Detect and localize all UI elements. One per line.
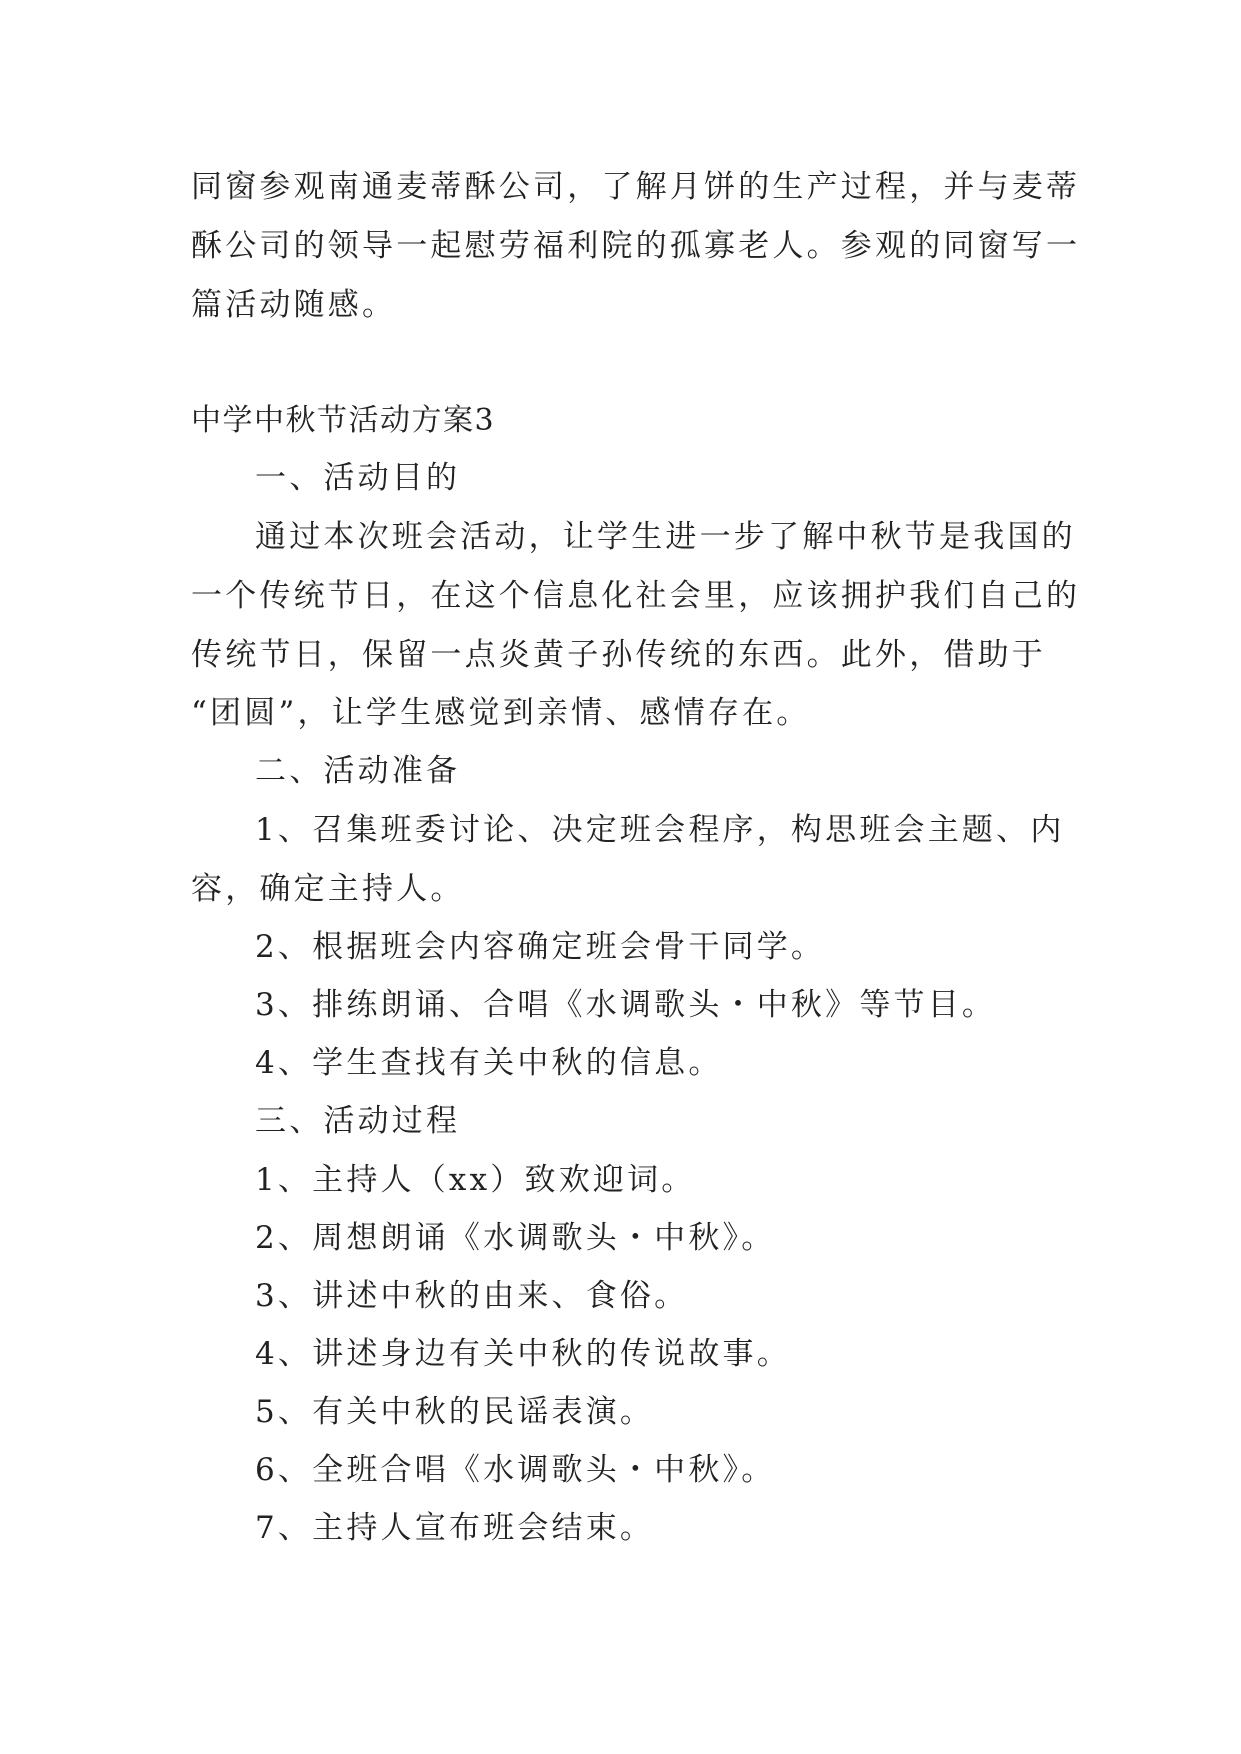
- heading-purpose: 一、活动目的: [255, 460, 461, 496]
- process-item-1: 1、主持人（xx）致欢迎词。: [255, 1162, 696, 1198]
- process-item-4: 4、讲述身边有关中秋的传说故事。: [255, 1336, 791, 1372]
- prep-item-2: 2、根据班会内容确定班会骨干同学。: [255, 929, 826, 965]
- prep-item-4: 4、学生查找有关中秋的信息。: [255, 1045, 723, 1081]
- section-title: 中学中秋节活动方案3: [191, 403, 496, 438]
- purpose-line-1: 通过本次班会活动，让学生进一步了解中秋节是我国的: [255, 519, 1076, 555]
- purpose-line-2: 一个传统节日，在这个信息化社会里，应该拥护我们自己的: [191, 578, 1081, 614]
- heading-preparation: 二、活动准备: [255, 753, 461, 789]
- prep-item-1-line-1: 1、召集班委讨论、决定班会程序，构思班会主题、内: [255, 812, 1065, 848]
- heading-process: 三、活动过程: [255, 1103, 461, 1139]
- intro-line-3: 篇活动随感。: [191, 287, 397, 323]
- process-item-2: 2、周想朗诵《水调歌头・中秋》。: [255, 1220, 776, 1256]
- process-item-5: 5、有关中秋的民谣表演。: [255, 1394, 655, 1430]
- process-item-7: 7、主持人宣布班会结束。: [255, 1510, 655, 1546]
- prep-item-3: 3、排练朗诵、合唱《水调歌头・中秋》等节目。: [255, 987, 997, 1023]
- purpose-line-3: 传统节日，保留一点炎黄子孙传统的东西。此外，借助于: [191, 637, 1046, 673]
- process-item-6: 6、全班合唱《水调歌头・中秋》。: [255, 1452, 776, 1488]
- process-item-3: 3、讲述中秋的由来、食俗。: [255, 1278, 689, 1314]
- intro-line-1: 同窗参观南通麦蒂酥公司，了解月饼的生产过程，并与麦蒂: [191, 169, 1081, 205]
- intro-line-2: 酥公司的领导一起慰劳福利院的孤寡老人。参观的同窗写一: [191, 228, 1081, 264]
- purpose-line-4: “团圆”，让学生感觉到亲情、感情存在。: [191, 695, 811, 731]
- prep-item-1-line-2: 容，确定主持人。: [191, 871, 465, 907]
